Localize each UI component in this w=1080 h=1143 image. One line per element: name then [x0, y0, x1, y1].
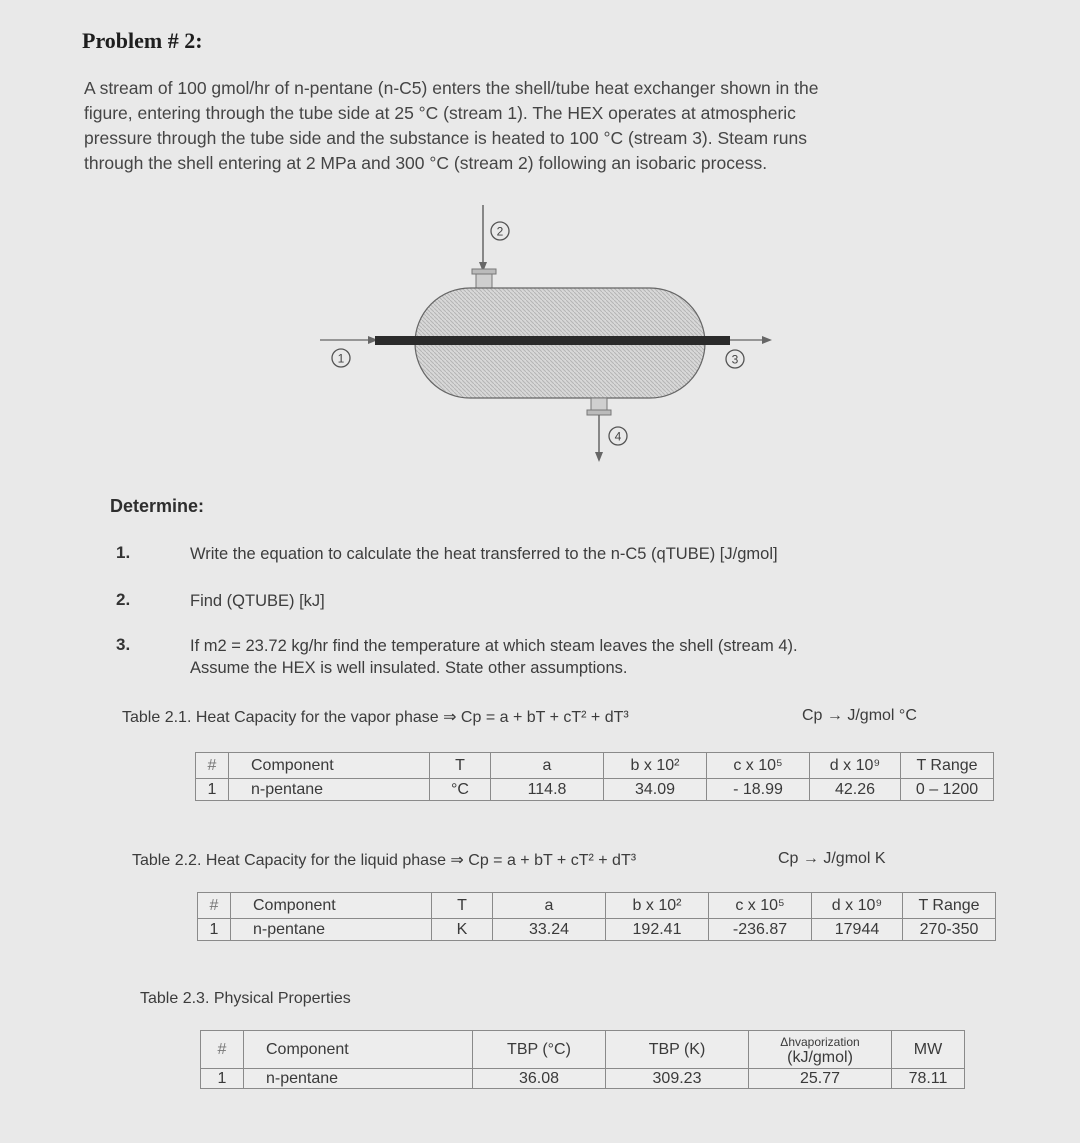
intro-line: A stream of 100 gmol/hr of n-pentane (n-C5) enters the shell/tube heat exchanger shown in the: [84, 78, 819, 98]
table-3: [200, 1030, 965, 1089]
table-cell: 78.11: [892, 1069, 965, 1089]
table-2-units: Cp → J/gmol K: [778, 850, 886, 867]
stream-4-arrow: [595, 452, 603, 462]
table-cell: 33.24: [493, 919, 606, 941]
table-header: c x 10⁵: [707, 753, 810, 779]
table-header: T Range: [901, 753, 994, 779]
table-header: TBP (°C): [473, 1031, 606, 1069]
table-header: T: [430, 753, 491, 779]
table-header: Component: [229, 753, 430, 779]
table-cell: 34.09: [604, 779, 707, 801]
table-1-units: Cp → J/gmol °C: [802, 707, 917, 724]
question-line: Assume the HEX is well insulated. State other assumptions.: [190, 659, 628, 677]
table-header: #: [201, 1031, 244, 1069]
question-2: [190, 590, 990, 612]
table-header: #: [198, 893, 231, 919]
table-header: b x 10²: [604, 753, 707, 779]
table-cell: 114.8: [491, 779, 604, 801]
table-cell: n-pentane: [244, 1069, 473, 1089]
table-cell: 42.26: [810, 779, 901, 801]
table-header: [749, 1031, 892, 1069]
stream-3-label: 3: [731, 352, 739, 367]
table-header: MW: [892, 1031, 965, 1069]
question-line: If m2 = 23.72 kg/hr find the temperature at which steam leaves the shell (stream 4).: [190, 637, 798, 655]
question-number: 2.: [116, 590, 131, 609]
table-header-part: Δhvaporization: [780, 1035, 860, 1049]
stream-1-label: 1: [337, 351, 345, 366]
table-header-row: [201, 1031, 965, 1069]
table-header: d x 10⁹: [810, 753, 901, 779]
tube: [375, 336, 730, 345]
table-2-caption: Table 2.2. Heat Capacity for the liquid phase ⇒ Cp = a + bT + cT² + dT³: [132, 852, 637, 869]
table-cell: K: [432, 919, 493, 941]
table-header-row: [196, 753, 994, 779]
table-header: #: [196, 753, 229, 779]
table-row: [196, 779, 994, 801]
intro-line: through the shell entering at 2 MPa and 300 °C (stream 2) following an isobaric process.: [84, 153, 768, 173]
table-header: d x 10⁹: [812, 893, 903, 919]
table-row: [201, 1069, 965, 1089]
table-cell: n-pentane: [231, 919, 432, 941]
stream-4-label: 4: [614, 429, 622, 444]
intro-line: pressure through the tube side and the substance is heated to 100 °C (stream 3). Steam runs: [84, 128, 807, 148]
question-line: Write the equation to calculate the heat transferred to the n-C5 (qTUBE) [J/gmol]: [190, 545, 778, 563]
table-header: a: [493, 893, 606, 919]
table-cell: n-pentane: [229, 779, 430, 801]
table-header: b x 10²: [606, 893, 709, 919]
table-header: TBP (K): [606, 1031, 749, 1069]
table-cell: 0 – 1200: [901, 779, 994, 801]
table-2: [197, 892, 996, 941]
table-cell: 1: [201, 1069, 244, 1089]
table-row: [198, 919, 996, 941]
table-cell: 270-350: [903, 919, 996, 941]
table-1-caption: Table 2.1. Heat Capacity for the vapor phase ⇒ Cp = a + bT + cT² + dT³: [122, 709, 629, 726]
table-cell: 1: [196, 779, 229, 801]
table-header: Component: [231, 893, 432, 919]
inlet-nozzle: [476, 272, 492, 290]
table-cell: °C: [430, 779, 491, 801]
table-cell: 25.77: [749, 1069, 892, 1089]
question-1: [190, 543, 990, 565]
determine-heading: Determine:: [110, 496, 205, 516]
question-number: 3.: [116, 635, 131, 654]
table-header: c x 10⁵: [709, 893, 812, 919]
table-header-row: [198, 893, 996, 919]
problem-title: Problem # 2:: [82, 28, 203, 53]
table-cell: 36.08: [473, 1069, 606, 1089]
problem-statement: [84, 76, 1004, 176]
table-1: [195, 752, 994, 801]
table-3-caption: Table 2.3. Physical Properties: [140, 990, 351, 1007]
heat-exchanger-diagram: [290, 200, 790, 480]
stream-2-label: 2: [496, 224, 504, 239]
table-cell: 192.41: [606, 919, 709, 941]
table-cell: - 18.99: [707, 779, 810, 801]
question-line: Find (QTUBE) [kJ]: [190, 592, 325, 610]
table-header: T: [432, 893, 493, 919]
table-cell: 1: [198, 919, 231, 941]
question-number: 1.: [116, 543, 131, 562]
question-3: [190, 635, 990, 679]
table-header: a: [491, 753, 604, 779]
table-cell: 309.23: [606, 1069, 749, 1089]
table-header-part: (kJ/gmol): [787, 1049, 853, 1066]
intro-line: figure, entering through the tube side at 25 °C (stream 1). The HEX operates at atmospheric: [84, 103, 796, 123]
table-cell: -236.87: [709, 919, 812, 941]
table-header: T Range: [903, 893, 996, 919]
table-cell: 17944: [812, 919, 903, 941]
table-header: Component: [244, 1031, 473, 1069]
